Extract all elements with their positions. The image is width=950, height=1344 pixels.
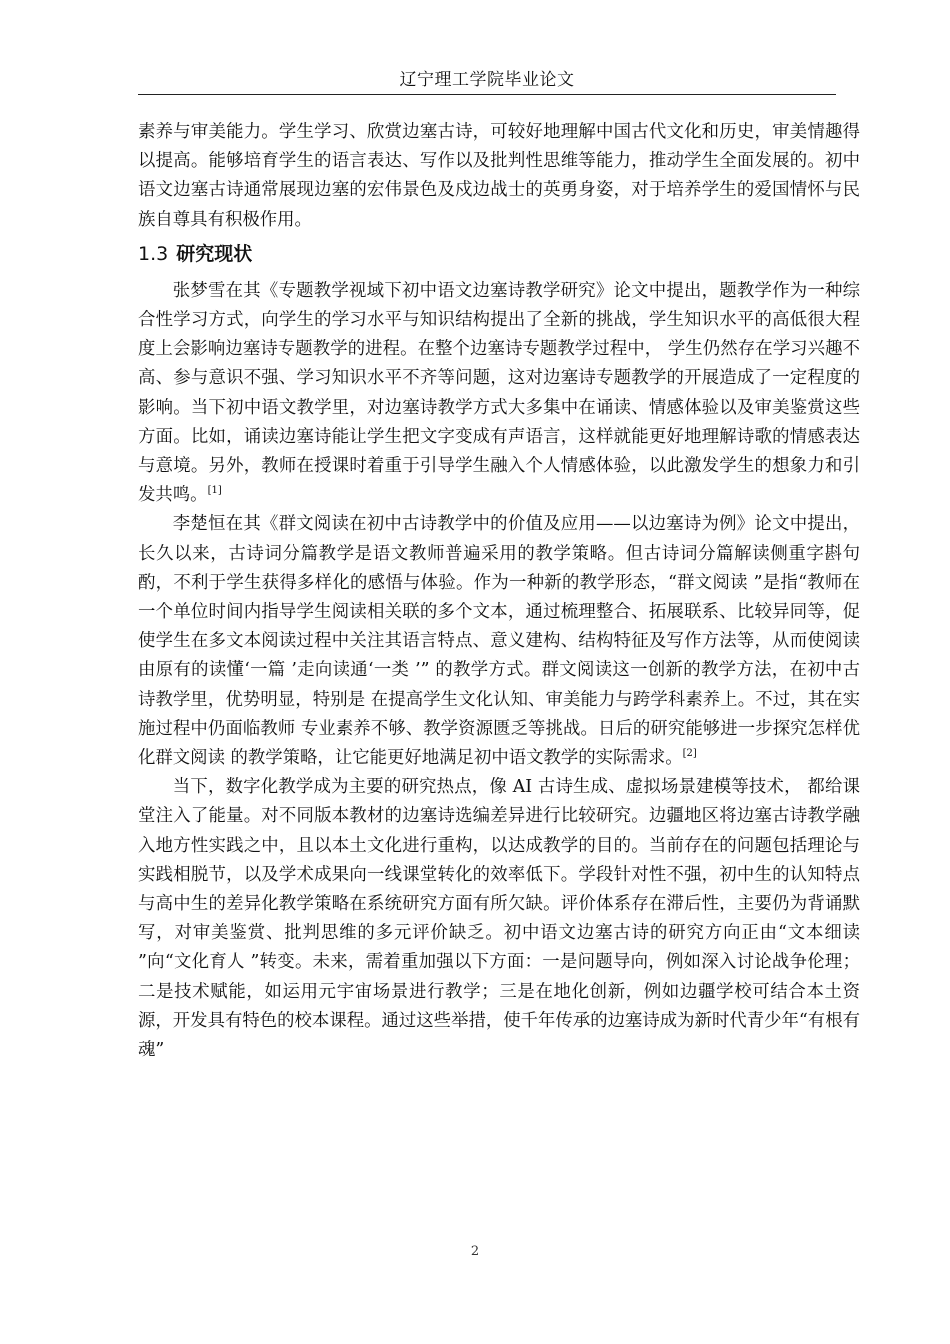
paragraph-current: 当下，数字化教学成为主要的研究热点，像 AI 古诗生成、虚拟场景建模等技术， 都给课堂注入了能量。对不同版本教材的边塞诗选编差异进行比较研究。边疆地区将边塞古诗教学融入地方性实践之中，且以本土文化进行重构，以达成教学的目的。当前存在的问题包括理论与实践相脱节，以及学术成果向一线课堂转化的效率低下。学段针对性不强，初中生的认知特点与高中生的差异化教学策略在系统研究方面有所欠缺。评价体系存在滞后性，主要仍为背诵默写，对审美鉴赏、批判思维的多元评价缺乏。初中语文边塞古诗的研究方向正由“文本细读 ”向“文化育人 ”转变。未来，需着重加强以下方面：一是问题导向，例如深入讨论战争伦理；二是技术赋能，如运用元宇宙场景进行教学；三是在地化创新，例如边疆学校可结合本土资源，开发具有特色的校本课程。通过这些举措，使千年传承的边塞诗成为新时代青少年“有根有魂” [138, 777, 860, 1061]
section-title-text: 研究现状 [176, 242, 253, 265]
paragraph-zhang-text: 张梦雪在其《专题教学视域下初中语文边塞诗教学研究》论文中提出，题教学作为一种综合性学习方式，向学生的学习水平与知识结构提出了全新的挑战，学生知识水平的高低很大程度上会影响边塞诗专题教学的进程。在整个边塞诗专题教学过程中， 学生仍然存在学习兴趣不高、参与意识不强、学习知识水平不齐等问题，这对边塞诗专题教学的开展造成了一定程度的影响。当下初中语文教学里，对边塞诗教学方式大多集中在诵读、情感体验以及审美鉴赏这些方面。比如，诵读边塞诗能让学生把文字变成有声语言，这样就能更好地理解诗歌的情感表达与意境。另外，教师在授课时着重于引导学生融入个人情感体验，以此激发学生的想象力和引发共鸣。 [138, 280, 860, 506]
header-title: 辽宁理工学院毕业论文 [399, 70, 575, 90]
body-text [138, 118, 860, 1065]
citation-ref-1: [1] [207, 485, 222, 497]
page-header [138, 66, 836, 95]
paragraph-li [138, 510, 860, 773]
paragraph-zhang [138, 277, 860, 511]
paragraph-intro-tail: 素养与审美能力。学生学习、欣赏边塞古诗，可较好地理解中国古代文化和历史，审美情趣得以提高。能够培育学生的语言表达、写作以及批判性思维等能力，推动学生全面发展的。初中语文边塞古诗通常展现边塞的宏伟景色及戍边战士的英勇身姿，对于培养学生的爱国情怀与民族自尊具有积极作用。 [138, 122, 860, 230]
page-footer [0, 1244, 950, 1259]
page-number: 2 [470, 1244, 480, 1259]
paragraph-li-text: 李楚恒在其《群文阅读在初中古诗教学中的价值及应用——以边塞诗为例》论文中提出，长久以来，古诗词分篇教学是语文教师普遍采用的教学策略。但古诗词分篇解读侧重字斟句酌，不利于学生获得多样化的感悟与体验。作为一种新的教学形态，“群文阅读 ”是指“教师在一个单位时间内指导学生阅读相关联的多个文本，通过梳理整合、拓展联系、比较异同等，促使学生在多文本阅读过程中关注其语言特点、意义建构、结构特征及写作方法等，从而使阅读由原有的读懂‘一篇 ’走向读通‘一类 ’” 的教学方式。群文阅读这一创新的教学方法，在初中古诗教学里，优势明显，特别是 在提高学生文化认知、审美能力与跨学科素养上。不过，其在实施过程中仍面临教师 专业素养不够、教学资源匮乏等挑战。日后的研究能够进一步探究怎样优化群文阅读 的教学策略，让它能更好地满足初中语文教学的实际需求。 [138, 514, 860, 769]
section-number: 1.3 [138, 242, 169, 265]
citation-ref-2: [2] [682, 748, 697, 760]
section-heading [138, 239, 860, 269]
